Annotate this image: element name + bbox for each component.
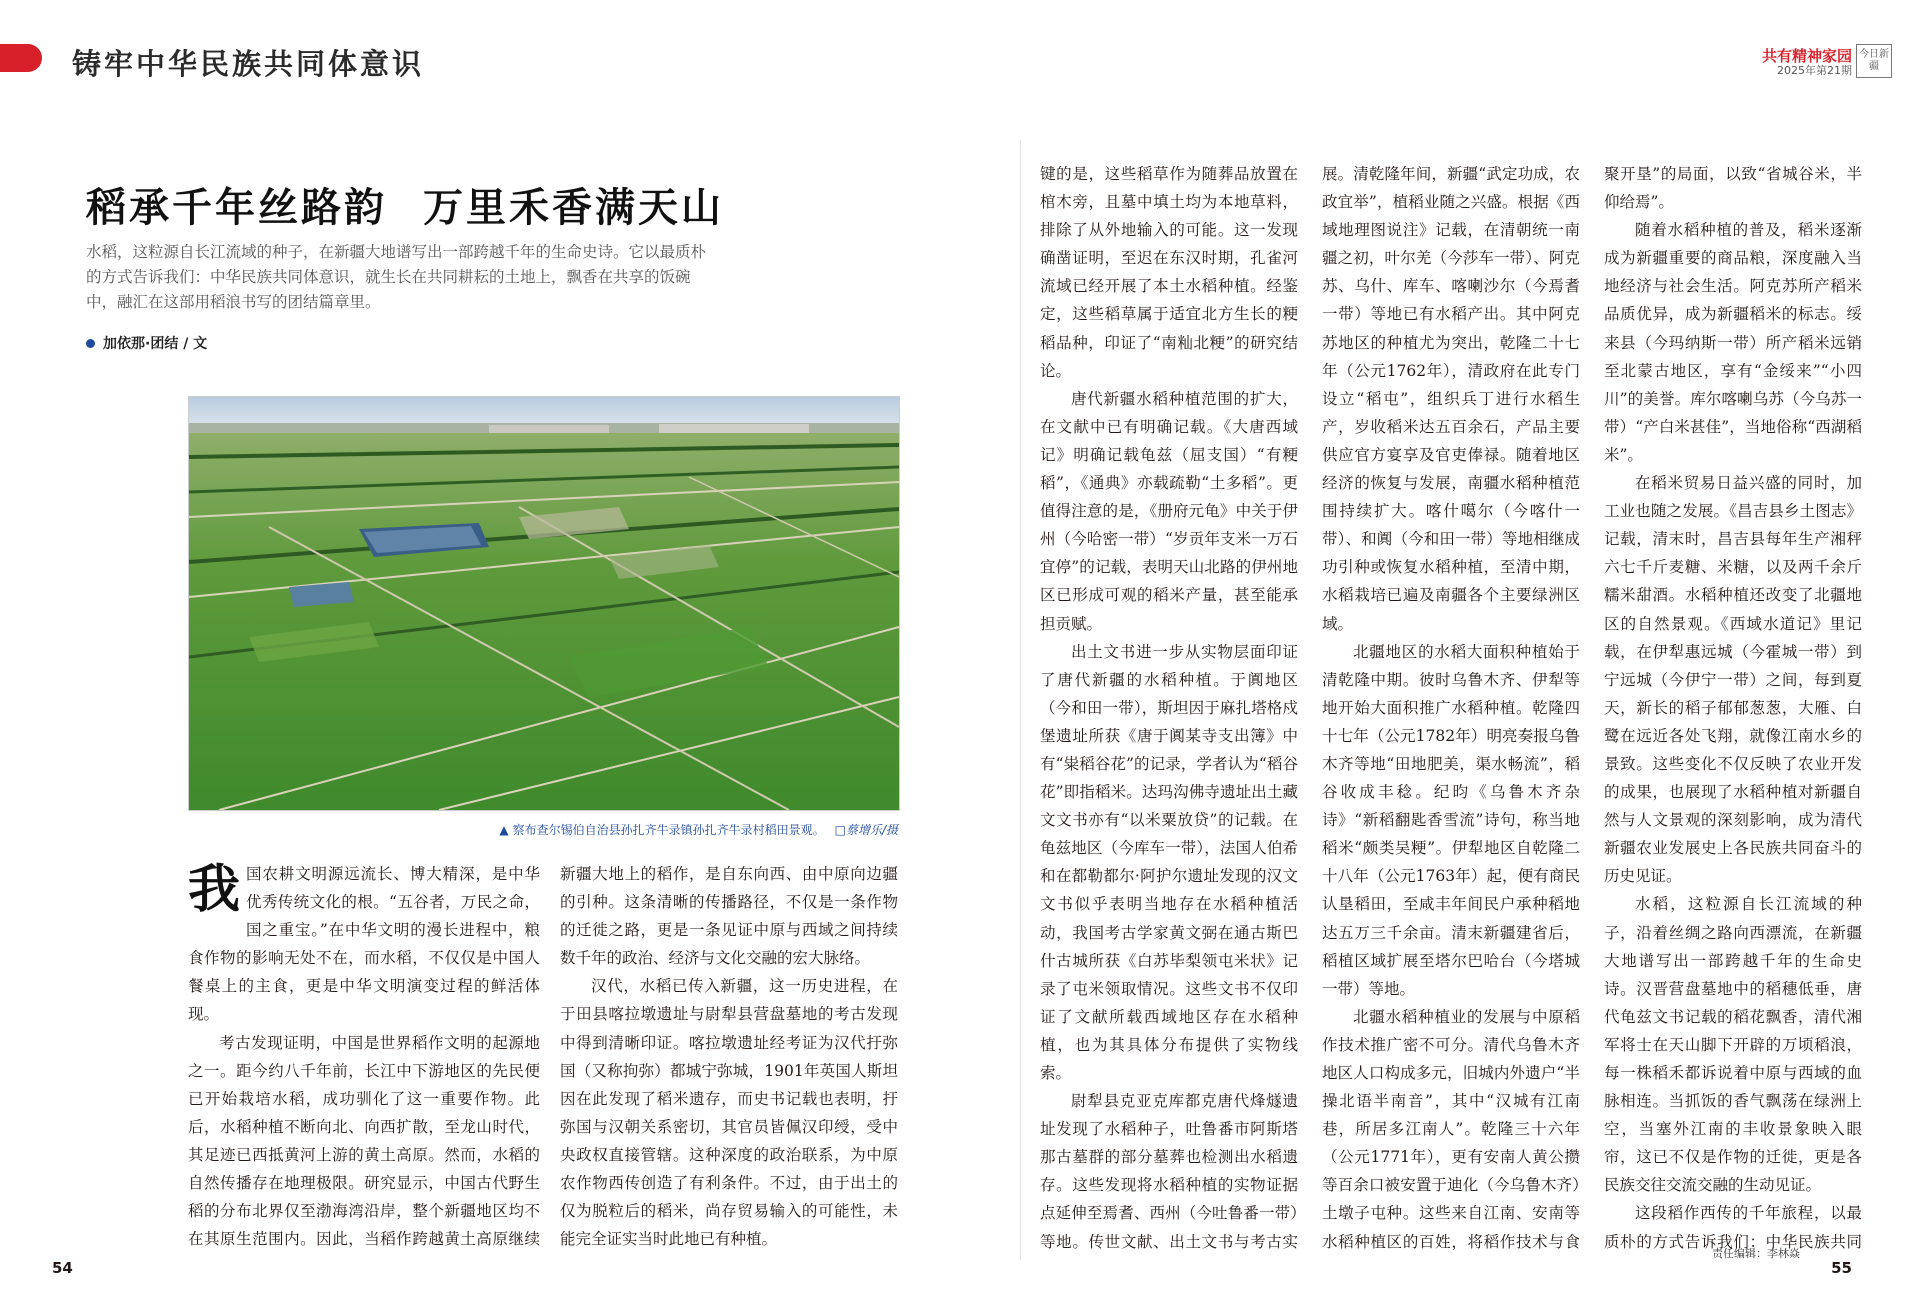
responsible-editor: 责任编辑：李林焱 [1712, 1247, 1800, 1260]
drop-cap: 我 [188, 860, 241, 920]
paragraph: 新疆大地上的稻作，是自东向西、由中原向边疆的引种。这条清晰的传播路径，不仅是一条作物的迁徙之路，更是一条见证中原与西域之间持续数千年的政治、经济与文化交融的宏大脉络。 [560, 865, 898, 968]
article-title-part1: 稻承千年丝路韵 [86, 184, 387, 231]
article-column-3 [1040, 160, 1298, 1250]
section-title: 铸牢中华民族共同体意识 [72, 47, 425, 81]
paragraph: 北疆水稻种植业的发展与中原稻作技术推广密不可分。清代乌鲁木齐地区人口构成多元，旧城内外遗户“半操北语半南音”，其中“汉城有江南巷，所居多江南人”。乾隆三十六年（公元1771年），更有安南人黄公攒等百余口被安置于迪化（今乌鲁木齐）土墩子屯种。这些来自江南、安南等水稻种植区的百姓，将稻作技术与食 [1322, 1007, 1580, 1250]
article-column-4 [1322, 160, 1580, 1250]
paragraph: 国农耕文明源远流长、博大精深，是中华优秀传统文化的根。“五谷者，万民之命，国之重宝。”在中华文明的漫长进程中，粮食作物的影响无处不在，而水稻，不仅仅是中国人餐桌上的主食，更是中华文明演变过程的鲜活体现。 [188, 865, 540, 1024]
page-gutter [1020, 140, 1021, 1260]
byline-dot-icon [86, 339, 95, 348]
photo-credit: □蔡增乐/摄 [834, 823, 898, 837]
byline [86, 333, 207, 353]
article-title [86, 176, 724, 233]
paragraph: 考古发现证明，中国是世界稻作文明的起源地之一。距今约八千年前，长江中下游地区的先民便已开始栽培水稻，成功驯化了这一重要作物。此后，水稻种植不断向北、向西扩散，至龙山时代，其足迹已西抵黄河上游的黄土高原。然而，水稻的自然传播存在地理极限。研究显示，中国古代野生稻的分布北界仅至渤海湾沿岸，整个新疆地区均不在其原生范围内。因此，当稻作跨越黄土高原继续 [188, 1033, 540, 1249]
header-accent-bar [0, 44, 42, 72]
closing-text: 这段稻作西传的千年旅程，以最质朴的方式告诉我们：中华民族共同 [1604, 1204, 1862, 1250]
paragraph: 展。清乾隆年间，新疆“武定功成，农政宜举”，植稻业随之兴盛。根据《西域地理图说注》记载，在清朝统一南疆之初，叶尔羌（今莎车一带）、阿克苏、乌什、库车、喀喇沙尔（今焉耆一带）等地已有水稻产出。其中阿克苏地区的种植尤为突出，乾隆二十七年（公元1762年），清政府在此专门设立“稻屯”，组织兵丁进行水稻生产，岁收稻米达五百余石，产品主要供应官方宴享及官吏俸禄。随着地区经济的恢复与发展，南疆水稻种植范围持续扩大。喀什噶尔（今喀什一带）、和阗（今和田一带）等地相继成功引种或恢复水稻种植，至清中期，水稻栽培已遍及南疆各个主要绿洲区域。 [1322, 165, 1580, 633]
paragraph: 随着水稻种植的普及，稻米逐渐成为新疆重要的商品粮，深度融入当地经济与社会生活。阿克苏所产稻米品质优异，成为新疆稻米的标志。绥来县（今玛纳斯一带）所产稻米远销至北蒙古地区，享有“金绥来”“小四川”的美誉。库尔喀喇乌苏（今乌苏一带）“产白米甚佳”，当地俗称“西湖稻米”。 [1604, 221, 1862, 464]
article-lead: 水稻，这粒源自长江流域的种子，在新疆大地谱写出一部跨越千年的生命史诗。它以最质朴的方式告诉我们：中华民族共同体意识，就生长在共同耕耘的土地上，飘香在共享的饭碗中，融汇在这部用稻浪书写的团结篇章里。 [86, 243, 707, 311]
page-number-left: 54 [52, 1259, 73, 1277]
magazine-logo: 今日新疆 [1856, 44, 1892, 78]
paragraph: 唐代新疆水稻种植范围的扩大，在文献中已有明确记载。《大唐西域记》明确记载龟兹（屈支国）“有粳稻”，《通典》亦载疏勒“土多稻”。更值得注意的是，《册府元龟》中关于伊州（今哈密一带）“岁贡年支米一万石宜停”的记载，表明天山北路的伊州地区已形成可观的稻米产量，甚至能承担贡赋。 [1040, 389, 1298, 633]
page-number-right: 55 [1831, 1259, 1852, 1277]
article-column-5 [1604, 160, 1862, 1250]
caption-triangle-icon: ▲ [499, 823, 509, 837]
paragraph: 聚开垦”的局面，以致“省城谷米，半仰给焉”。 [1604, 165, 1862, 212]
article-column-1 [188, 860, 540, 1252]
paragraph: 汉代，水稻已传入新疆，这一历史进程，在于田县喀拉墩遗址与尉犁县营盘墓地的考古发现中得到清晰印证。喀拉墩遗址经考证为汉代扜弥国（又称拘弥）都城宁弥城，1901年英国人斯坦因在此发现了稻米遗存，而史书记载也表明，扜弥国与汉朝关系密切，其官员皆佩汉印绶，受中央政权直接管辖。这种深度的政治联系，为中原农作物西传创造了有利条件。不过，由于出土的仅为脱粒后的稻米，尚存贸易输入的可能性，未能完全证实当时此地已有种植。 [560, 977, 898, 1249]
article-title-part2: 万里禾香满天山 [423, 184, 724, 231]
paragraph: 尉犁县克亚克库都克唐代烽燧遗址发现了水稻种子，吐鲁番市阿斯塔那古墓群的部分墓葬也检测出水稻遗存。这些发现将水稻种植的实物证据点延伸至焉耆、西州（今吐鲁番一带）等地。传世文献、出土文书与考古实 [1040, 1092, 1298, 1250]
paragraph: 水稻，这粒源自长江流域的种子，沿着丝绸之路向西漂流，在新疆大地谱写出一部跨越千年的生命史诗。汉晋营盘墓地中的稻穗低垂，唐代龟兹文书记载的稻花飘香，清代湘军将士在天山脚下开辟的万顷稻浪，每一株稻禾都诉说着中原与西域的血脉相连。当抓饭的香气飘荡在绿洲上空，当塞外江南的丰收景象映入眼帘，这已不仅是作物的迁徙，更是各民族交往交流交融的生动见证。 [1604, 895, 1862, 1195]
byline-text: 加依那·团结 / 文 [103, 336, 208, 352]
brand-name: 共有精神家园 [1761, 47, 1852, 65]
paragraph: 出土文书进一步从实物层面印证了唐代新疆的水稻种植。于阗地区（今和田一带），斯坦因于麻扎塔格戍堡遗址所获《唐于阗某寺支出簿》中有“粜稻谷花”的记录，学者认为“稻谷花”即指稻米。达玛沟佛寺遗址出土藏文文书亦有“以米粟放贷”的记载。在龟兹地区（今库车一带），法国人伯希和在都勒都尔·阿护尔遗址发现的汉文文书似乎表明当地存在水稻种植活动，我国考古学家黄文弼在通古斯巴什古城所获《白苏毕梨领屯米状》记录了屯米领取情况。这些文书不仅印证了文献所载西域地区存在水稻种植，也为其具体分布提供了实物线索。 [1040, 642, 1298, 1082]
rice-field-photo-drawing [189, 397, 899, 810]
article-column-2 [560, 860, 898, 1252]
photo-caption-text: 察布查尔锡伯自治县孙扎齐牛录镇孙扎齐牛录村稻田景观。 [512, 823, 825, 837]
photo-caption [472, 821, 898, 838]
rice-field-photo [188, 396, 900, 811]
issue-label: 2025年第21期 [1777, 64, 1852, 77]
paragraph [1604, 1199, 1862, 1250]
paragraph: 键的是，这些稻草作为随葬品放置在棺木旁，且墓中填土均为本地草料，排除了从外地输入的可能。这一发现确凿证明，至迟在东汉时期，孔雀河流域已经开展了本土水稻种植。经鉴定，这些稻草属于适宜北方生长的粳稻品种，印证了“南籼北粳”的研究结论。 [1040, 165, 1298, 380]
paragraph: 在稻米贸易日益兴盛的同时，加工业也随之发展。《昌吉县乡土图志》记载，清末时，昌吉县每年生产湘秤六七千斤麦糖、米糖，以及两千余斤糯米甜酒。水稻种植还改变了北疆地区的自然景观。《西域水道记》里记载，在伊犁惠远城（今霍城一带）到宁远城（今伊宁一带）之间，每到夏天，新长的稻子郁郁葱葱，大雁、白鹭在远近各处飞翔，就像江南水乡的景致。这些变化不仅反映了农业开发的成果，也展现了水稻种植对新疆自然与人文景观的深刻影响，成为清代新疆农业发展史上各民族共同奋斗的历史见证。 [1604, 474, 1862, 886]
paragraph: 北疆地区的水稻大面积种植始于清乾隆中期。彼时乌鲁木齐、伊犁等地开始大面积推广水稻种植。乾隆四十七年（公元1782年）明亮奏报乌鲁木齐等地“田地肥美，渠水畅流”，稻谷收成丰稔。纪昀《乌鲁木齐杂诗》“新稻翻匙香雪流”诗句，称当地稻米“颇类吴粳”。伊犁地区自乾隆二十八年（公元1763年）起，便有商民认垦稻田，至咸丰年间民户承种稻地达五万三千余亩。清末新疆建省后，稻植区域扩展至塔尔巴哈台（今塔城一带）等地。 [1322, 642, 1580, 998]
